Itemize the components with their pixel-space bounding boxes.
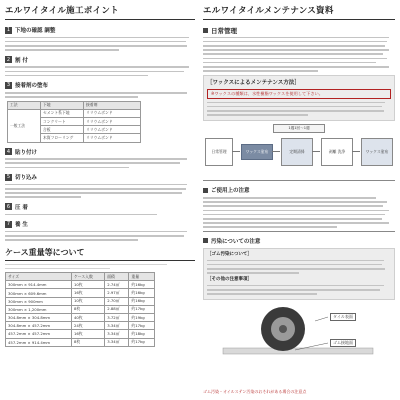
section-layout — [5, 56, 195, 64]
table-cell: 合板 — [41, 126, 84, 134]
table-cell: 300mm × 914.4mm — [6, 281, 72, 289]
section-pressing — [5, 203, 195, 211]
text-line — [5, 196, 81, 198]
text-line — [5, 188, 186, 190]
text-line — [207, 272, 299, 274]
section-adhesive — [5, 81, 195, 89]
table-cell: 約19kg — [129, 314, 155, 322]
flow-box-daily: 日常管理 — [205, 138, 233, 166]
text-line — [207, 110, 384, 112]
left-page-title: エルワイタイル施工ポイント — [5, 4, 195, 20]
text-line — [5, 214, 157, 216]
table-cell: 2.97㎡ — [105, 289, 129, 297]
text-line — [5, 66, 189, 68]
table-row — [8, 109, 141, 117]
section-cutting — [5, 173, 195, 181]
table-cell: 木質フローリング — [41, 134, 84, 142]
text-line — [203, 41, 387, 43]
table-cell: 304.8mm × 304.8mm — [6, 314, 72, 322]
wax-method-box — [203, 75, 395, 122]
flow-arrow — [272, 151, 280, 152]
table-cell: 3.34㎡ — [105, 330, 129, 338]
text-line — [207, 114, 308, 116]
text-line — [207, 264, 382, 266]
text-line — [203, 49, 389, 51]
table-cell: 40枚 — [71, 314, 104, 322]
table-cell: 約16kg — [129, 289, 155, 297]
section-laying — [5, 148, 195, 156]
text-line — [203, 58, 387, 60]
table-row — [6, 338, 155, 346]
footer-warning: ゴム汚染・オイルステン汚染のおそれがある場合の注意点 — [203, 389, 307, 394]
section-curing — [5, 220, 195, 228]
table-cell: セメント系下地 — [41, 109, 84, 117]
section-number: 1 — [6, 27, 11, 33]
text-line — [5, 268, 110, 270]
text-line — [207, 293, 317, 295]
stain-notes — [203, 231, 395, 301]
text-line — [5, 71, 184, 73]
flow-box-wax-apply: ワックス塗布 — [241, 144, 273, 160]
text-line — [203, 210, 389, 212]
text-line — [203, 218, 382, 220]
table-header: 面積 — [105, 273, 129, 281]
text-line — [5, 239, 138, 241]
other-notes-subtitle: ［その他の注意事項］ — [207, 277, 252, 283]
rubber-stain-subtitle: ［ゴム汚染について］ — [207, 251, 252, 257]
section-number: 7 — [6, 221, 11, 228]
text-line — [207, 102, 385, 104]
table-cell: 約16kg — [129, 281, 155, 289]
flow-box-wax-reapply: ワックス塗布 — [361, 138, 393, 166]
section-title: 割 付 — [15, 57, 28, 64]
tire-on-tile-illustration — [203, 303, 395, 363]
tile-surface — [223, 348, 373, 354]
text-line — [203, 205, 383, 207]
section-title: 圧 着 — [15, 204, 28, 211]
section-marker — [203, 238, 208, 243]
table-cell: 457.2mm × 914.4mm — [6, 338, 72, 346]
callout-line — [315, 317, 328, 321]
table-cell: 2.70㎡ — [105, 297, 129, 305]
table-row — [6, 281, 155, 289]
flow-frequency-label: 1週1回〜1週 — [273, 124, 325, 133]
table-cell: 10枚 — [71, 281, 104, 289]
text-line — [5, 162, 180, 164]
table-cell: 16枚 — [71, 289, 104, 297]
table-cell: リリウムボンド — [84, 126, 141, 134]
text-line — [203, 201, 387, 203]
text-line — [203, 53, 383, 55]
table-cell: 457.2mm × 457.2mm — [6, 330, 72, 338]
section-title: 汚染についての注意 — [211, 238, 261, 245]
table-cell: リリウムボンド — [84, 118, 141, 126]
right-page-title: エルワイタイルメンテナンス資料 — [203, 4, 395, 20]
table-cell: リリウムボンド — [84, 134, 141, 142]
table-header: サイズ — [6, 273, 72, 281]
table-cell: 約17kg — [129, 305, 155, 313]
table-row — [6, 297, 155, 305]
wax-method-title: ［ワックスによるメンテナンス方法］ — [207, 79, 300, 86]
table-cell: リリウムボンド — [84, 109, 141, 117]
text-line — [5, 41, 186, 43]
text-line — [207, 289, 380, 291]
table-row — [6, 314, 155, 322]
text-line — [203, 226, 337, 228]
section-number: 6 — [6, 203, 11, 210]
wax-warning-note: ※ワックスの種類は、水性樹脂ワックスを使用して下さい。 — [207, 89, 391, 99]
construction-points-column — [5, 4, 195, 347]
table-header: 重量 — [129, 273, 155, 281]
table-cell: 約16kg — [129, 297, 155, 305]
table-cell: 24枚 — [71, 322, 104, 330]
table-cell: 304.8mm × 457.2mm — [6, 322, 72, 330]
text-line — [207, 106, 382, 108]
text-line — [5, 264, 167, 266]
usage-notes — [203, 180, 395, 228]
section-title: 接着剤の塗布 — [15, 83, 49, 90]
section-title: 貼り付け — [15, 149, 38, 156]
maintenance-column — [203, 4, 395, 365]
section-title: 下地の確認 調整 — [15, 28, 56, 34]
text-line — [5, 75, 148, 77]
flow-arrow — [312, 151, 320, 152]
table-header: 下地 — [41, 101, 84, 109]
table-cell: 3.34㎡ — [105, 338, 129, 346]
case-weight-table — [5, 272, 155, 347]
section-number: 2 — [6, 56, 11, 63]
table-cell: 3.34㎡ — [105, 322, 129, 330]
table-header: 工法 — [8, 101, 41, 109]
text-line — [203, 45, 385, 47]
tire-hub — [279, 325, 287, 333]
section-usage-head — [203, 186, 395, 194]
section-title: 養 生 — [15, 222, 28, 229]
table-cell: 2.88㎡ — [105, 305, 129, 313]
section-title: ご使用上の注意 — [211, 188, 250, 195]
table-cell: 3.72㎡ — [105, 314, 129, 322]
flow-arrow — [352, 151, 360, 152]
text-line — [5, 96, 138, 98]
text-line — [5, 231, 187, 233]
table-row — [6, 330, 155, 338]
rubber-stain-figure — [203, 303, 395, 363]
table-cell: 2.74㎡ — [105, 281, 129, 289]
text-line — [5, 192, 182, 194]
section-stain-head — [203, 237, 395, 245]
flow-arrow — [232, 151, 240, 152]
table-header-row — [6, 273, 155, 281]
text-line — [5, 235, 184, 237]
text-line — [203, 197, 376, 199]
text-line — [5, 49, 119, 51]
table-cell: 一般工法 — [8, 109, 41, 142]
text-line — [5, 184, 187, 186]
text-line — [207, 260, 384, 262]
table-header: ケース入数 — [71, 273, 104, 281]
text-line — [207, 285, 384, 287]
table-cell: 約17kg — [129, 322, 155, 330]
table-cell: 300mm × 609.6mm — [6, 289, 72, 297]
table-cell: 10枚 — [71, 297, 104, 305]
section-base-check — [5, 26, 195, 34]
table-header: 接着剤 — [84, 101, 141, 109]
maintenance-flow-diagram — [203, 124, 395, 176]
section-marker — [203, 28, 208, 33]
text-line — [207, 268, 385, 270]
text-line — [203, 66, 389, 68]
figure-label-contact: ゴム接地面 — [330, 339, 356, 347]
table-cell: 8枚 — [71, 305, 104, 313]
text-line — [203, 37, 389, 39]
stain-detail-box — [203, 248, 395, 301]
text-line — [5, 92, 187, 94]
section-number: 4 — [6, 148, 11, 155]
table-cell: 16枚 — [71, 330, 104, 338]
table-row — [6, 289, 155, 297]
table-cell: 300mm × 900mm — [6, 297, 72, 305]
text-line — [5, 45, 187, 47]
table-row — [6, 322, 155, 330]
table-cell: 8枚 — [71, 338, 104, 346]
table-row — [6, 305, 155, 313]
table-cell: 約18kg — [129, 330, 155, 338]
flow-box-periodic: 定期清掃 — [281, 138, 313, 166]
adhesive-table — [7, 101, 141, 143]
figure-label-tile-surface: タイル表面 — [330, 313, 356, 321]
text-line — [203, 70, 318, 72]
text-line — [5, 158, 187, 160]
section-number: 5 — [6, 174, 11, 181]
section-marker — [203, 188, 208, 193]
section-title: 日常管理 — [211, 26, 237, 35]
flow-box-strip: 剥離 洗浄 — [321, 138, 353, 166]
table-cell: 300mm × 1,200mm — [6, 305, 72, 313]
section-daily-care — [203, 26, 395, 34]
case-weight-title: ケース重量等について — [5, 247, 195, 261]
section-title: 切り込み — [15, 175, 38, 182]
table-cell: 約17kg — [129, 338, 155, 346]
table-cell: コンクリート — [41, 118, 84, 126]
table-header-row — [8, 101, 141, 109]
section-number: 3 — [6, 82, 11, 89]
text-line — [203, 222, 389, 224]
text-line — [5, 167, 129, 169]
text-line — [5, 37, 189, 39]
text-line — [203, 62, 376, 64]
text-line — [203, 214, 385, 216]
